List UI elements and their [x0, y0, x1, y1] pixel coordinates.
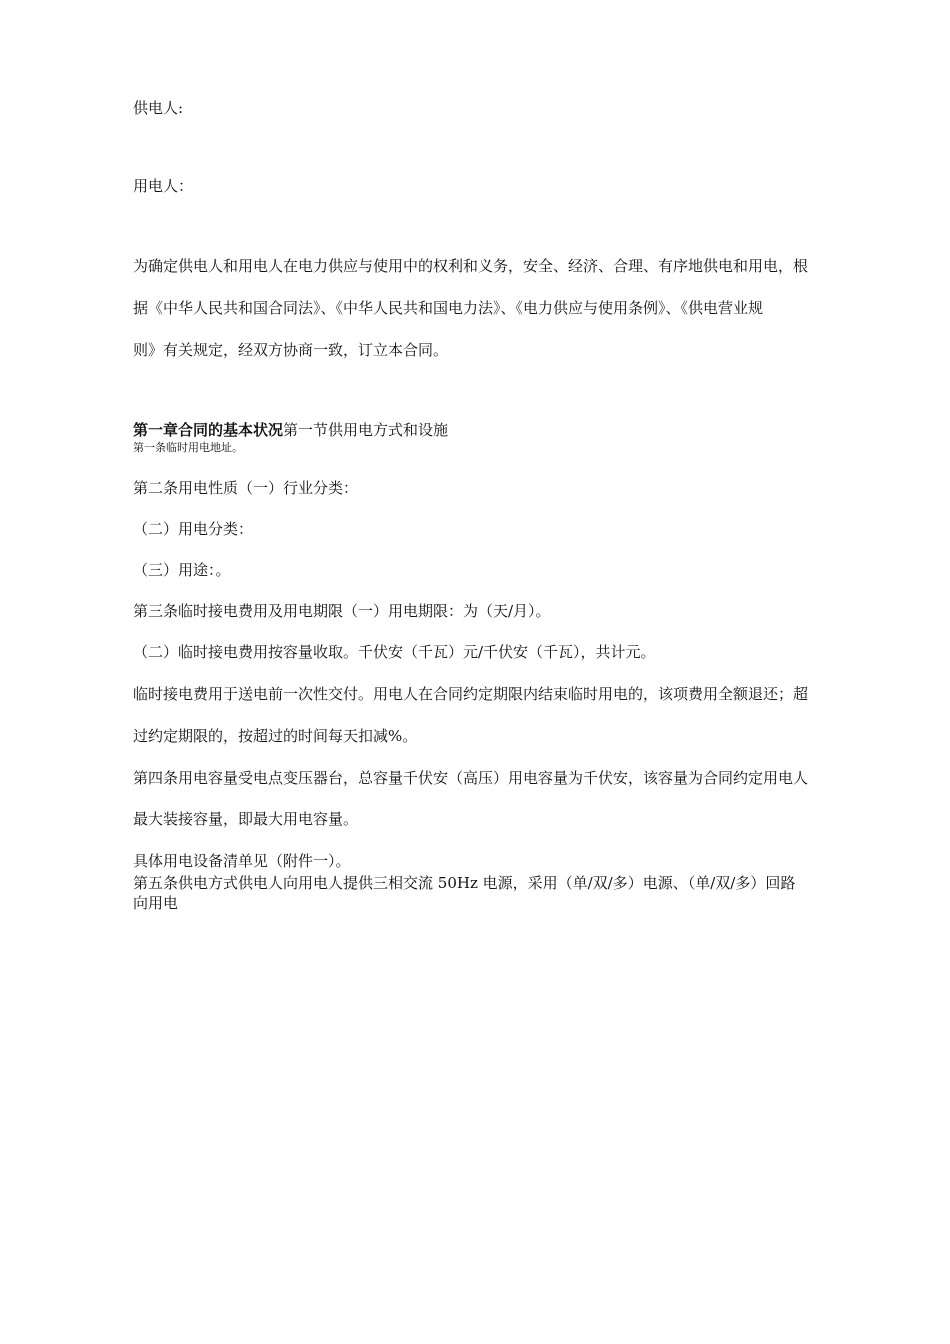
preamble-line-3: 则》有关规定，经双方协商一致，订立本合同。	[133, 341, 449, 359]
user-label: 用电人：	[133, 177, 194, 195]
article-3-line-2: （二）临时接电费用按容量收取。千伏安（千瓦）元/千伏安（千瓦），共计元。	[133, 643, 656, 661]
article-5-line-1: 第五条供电方式供电人向用电人提供三相交流 50Hz 电源，采用（单/双/多）电源、（单/双/多）回路	[133, 874, 796, 892]
preamble-line-2: 据《中华人民共和国合同法》、《中华人民共和国电力法》、《电力供应与使用条例》、《供电营业规	[133, 299, 764, 317]
preamble-line-1: 为确定供电人和用电人在电力供应与使用中的权利和义务，安全、经济、合理、有序地供电和用电，根	[133, 257, 809, 275]
chapter-heading	[133, 420, 448, 440]
article-2-line-2: （二）用电分类：	[133, 520, 254, 538]
article-4-line-2: 最大装接容量，即最大用电容量。	[133, 810, 359, 828]
chapter-title: 第一章合同的基本状况	[133, 421, 284, 439]
section-title: 第一节供用电方式和设施	[283, 421, 449, 439]
article-3-line-4: 过约定期限的，按超过的时间每天扣减%。	[133, 727, 418, 745]
article-4-line-1: 第四条用电容量受电点变压器台，总容量千伏安（高压）用电容量为千伏安，该容量为合同约定用电人	[133, 769, 809, 787]
article-2-line-1: 第二条用电性质（一）行业分类：	[133, 479, 359, 497]
article-4-line-3: 具体用电设备清单见（附件一）。	[133, 852, 351, 870]
article-3-line-1: 第三条临时接电费用及用电期限（一）用电期限：为（天/月）。	[133, 602, 551, 620]
article-2-line-3: （三）用途：。	[133, 561, 231, 579]
supplier-label: 供电人:	[133, 99, 184, 117]
article-5-line-2: 向用电	[133, 894, 179, 912]
article-3-line-3: 临时接电费用于送电前一次性交付。用电人在合同约定期限内结束临时用电的，该项费用全额退还；超	[133, 685, 809, 703]
article-1: 第一条临时用电地址。	[133, 441, 243, 454]
